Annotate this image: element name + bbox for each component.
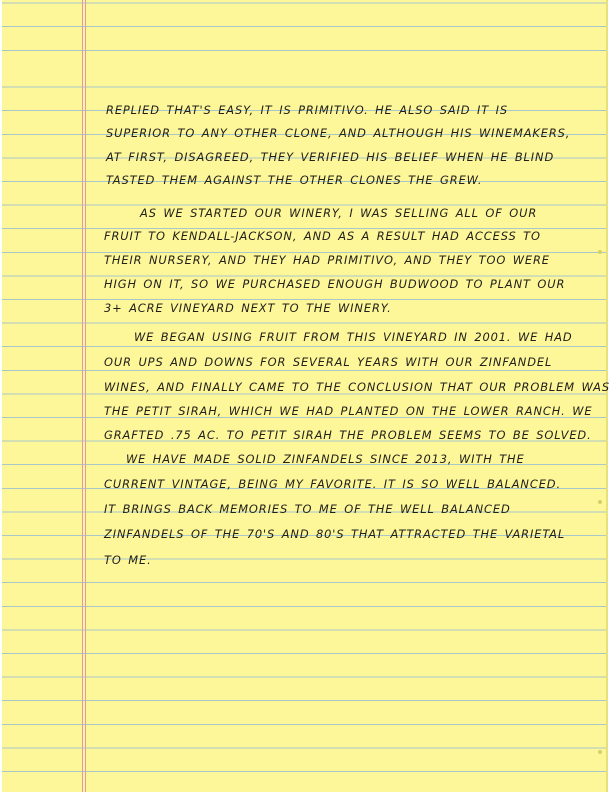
text-line: WE BEGAN USING FRUIT FROM THIS VINEYARD IN 2001. WE HAD xyxy=(134,330,573,344)
text-line: ZINFANDELS OF THE 70'S AND 80'S THAT ATTRACTED THE VARIETAL xyxy=(104,527,566,541)
text-line: GRAFTED .75 AC. TO PETIT SIRAH THE PROBLEM SEEMS TO BE SOLVED. xyxy=(104,428,592,442)
text-line: CURRENT VINTAGE, BEING MY FAVORITE. IT IS SO WELL BALANCED. xyxy=(104,477,561,491)
text-line: FRUIT TO KENDALL-JACKSON, AND AS A RESULT HAD ACCESS TO xyxy=(104,229,541,243)
text-line: WE HAVE MADE SOLID ZINFANDELS SINCE 2013, WITH THE xyxy=(126,452,525,466)
text-line: THEIR NURSERY, AND THEY HAD PRIMITIVO, AND THEY TOO WERE xyxy=(104,253,550,267)
text-line: SUPERIOR TO ANY OTHER CLONE, AND ALTHOUGH HIS WINEMAKERS, xyxy=(106,126,571,140)
handwritten-text xyxy=(90,0,610,792)
text-line: TASTED THEM AGAINST THE OTHER CLONES THE GREW. xyxy=(106,173,483,187)
text-line: REPLIED THAT'S EASY, IT IS PRIMITIVO. HE ALSO SAID IT IS xyxy=(106,103,509,117)
text-line: 3+ ACRE VINEYARD NEXT TO THE WINERY. xyxy=(104,301,392,315)
text-line: IT BRINGS BACK MEMORIES TO ME OF THE WELL BALANCED xyxy=(104,502,511,516)
text-line: WINES, AND FINALLY CAME TO THE CONCLUSION THAT OUR PROBLEM WAS xyxy=(104,380,610,394)
text-line: AS WE STARTED OUR WINERY, I WAS SELLING ALL OF OUR xyxy=(140,206,538,220)
text-line: TO ME. xyxy=(104,553,152,567)
text-line: OUR UPS AND DOWNS FOR SEVERAL YEARS WITH OUR ZINFANDEL xyxy=(104,355,553,369)
text-line: AT FIRST, DISAGREED, THEY VERIFIED HIS BELIEF WHEN HE BLIND xyxy=(106,150,555,164)
text-line: HIGH ON IT, SO WE PURCHASED ENOUGH BUDWOOD TO PLANT OUR xyxy=(104,277,566,291)
margin-line xyxy=(85,0,86,792)
legal-pad-page xyxy=(2,0,608,792)
margin-line xyxy=(82,0,83,792)
text-line: THE PETIT SIRAH, WHICH WE HAD PLANTED ON THE LOWER RANCH. WE xyxy=(104,404,593,418)
